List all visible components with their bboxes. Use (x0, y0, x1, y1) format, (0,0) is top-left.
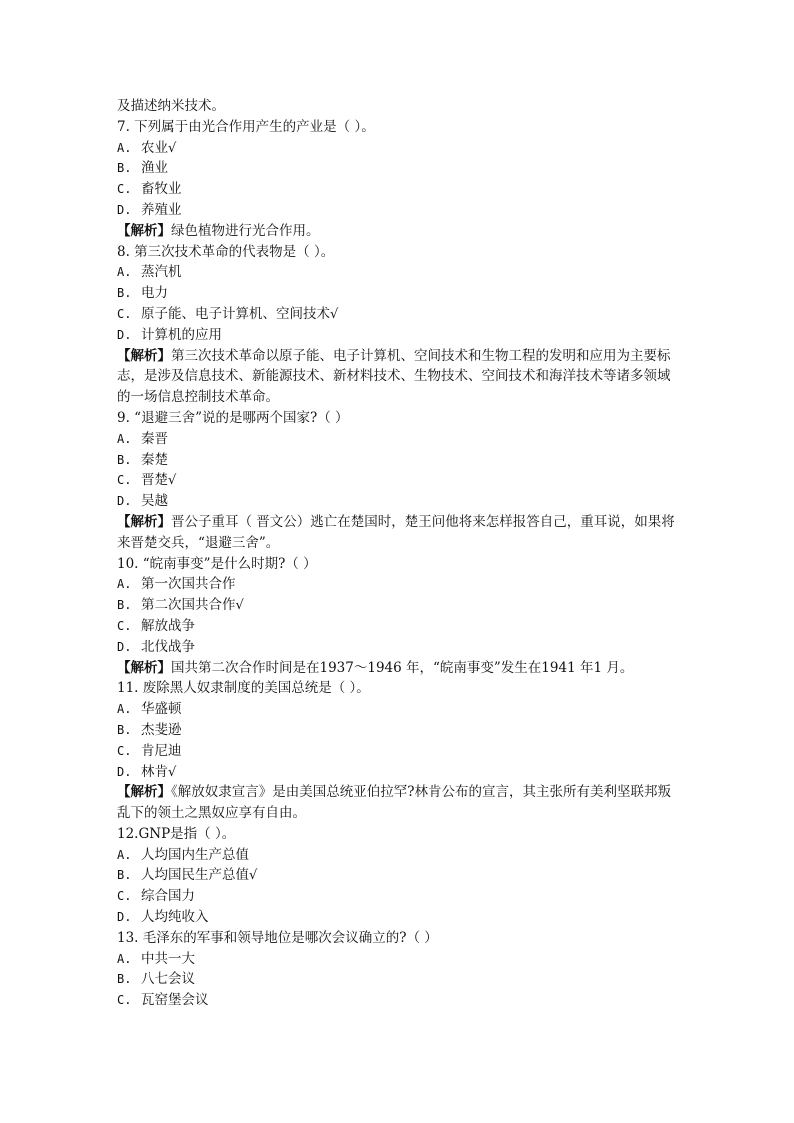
option-12b: B. 人均国民生产总值√ (117, 867, 258, 884)
question-7: 7. 下列属于由光合作用产生的产业是（ ）。 (117, 118, 375, 135)
option-9b: B. 秦楚 (117, 451, 168, 468)
explanation-11: 【解析】《解放奴隶宣言》是由美国总统亚伯拉罕?林肯公布的宣言，其主张所有美利坚联邦叛乱下的领土之黑奴应享有自由。 (117, 784, 671, 822)
check-mark-icon: √ (168, 473, 177, 489)
option-11a: A. 华盛顿 (117, 701, 182, 718)
explanation-8: 【解析】第三次技术革命以原子能、电子计算机、空间技术和生物工程的发明和应用为主要标志，是涉及信息技术、新能源技术、新材料技术、生物技术、空间技术和海洋技术等诸多领域的一场信息控制技术革命。 (117, 347, 671, 406)
option-8d: D. 计算机的应用 (117, 326, 222, 343)
option-13a: A. 中共一大 (117, 950, 195, 967)
explanation-9: 【解析】晋公子重耳（ 晋文公）逃亡在楚国时，楚王问他将来怎样报答自己，重耳说，如果将来晋楚交兵，“退避三舍”。 (117, 513, 675, 551)
question-11: 11. 废除黑人奴隶制度的美国总统是（ ）。 (117, 680, 370, 697)
option-10c: C. 解放战争 (117, 617, 195, 634)
check-mark-icon: √ (235, 598, 244, 614)
option-11c: C. 肯尼迪 (117, 742, 182, 759)
check-mark-icon: √ (168, 764, 177, 780)
option-11b: B. 杰斐逊 (117, 721, 182, 738)
option-7b: B. 渔业 (117, 160, 168, 177)
option-12a: A. 人均国内生产总值 (117, 846, 249, 863)
option-10a: A. 第一次国共合作 (117, 576, 236, 593)
check-mark-icon: √ (330, 306, 339, 322)
option-7d: D. 养殖业 (117, 201, 182, 218)
option-13b: B. 八七会议 (117, 971, 195, 988)
option-10d: D. 北伐战争 (117, 638, 195, 655)
question-9: 9. “退避三舍”说的是哪两个国家?（ ） (117, 409, 349, 426)
option-13c: C. 瓦窑堡会议 (117, 992, 209, 1009)
option-8b: B. 电力 (117, 285, 168, 302)
option-9c: C. 晋楚√ (117, 472, 177, 489)
question-8: 8. 第三次技术革命的代表物是（ ）。 (117, 243, 335, 260)
option-8c: C. 原子能、电子计算机、空间技术√ (117, 305, 339, 322)
document-page (117, 96, 679, 1011)
explanation-10: 【解析】国共第二次合作时间是在1937～1946 年，“皖南事变”发生在1941 年1 月。 (117, 659, 634, 676)
option-7a: A. 农业√ (117, 139, 177, 156)
question-10: 10. “皖南事变”是什么时期?（ ） (117, 555, 317, 572)
explanation-7: 【解析】绿色植物进行光合作用。 (117, 222, 320, 239)
question-12: 12.GNP是指（ ）。 (117, 825, 236, 842)
option-12d: D. 人均纯收入 (117, 909, 209, 926)
continued-text: 及描述纳米技术。 (117, 98, 225, 114)
option-11d: D. 林肯√ (117, 763, 177, 780)
option-9a: A. 秦晋 (117, 430, 168, 447)
option-8a: A. 蒸汽机 (117, 264, 182, 281)
option-7c: C. 畜牧业 (117, 181, 182, 198)
question-13: 13. 毛泽东的军事和领导地位是哪次会议确立的?（ ） (117, 929, 438, 946)
option-10b: B. 第二次国共合作√ (117, 597, 244, 614)
check-mark-icon: √ (249, 868, 258, 884)
option-12c: C. 综合国力 (117, 888, 195, 905)
check-mark-icon: √ (168, 140, 177, 156)
option-9d: D. 吴越 (117, 493, 168, 510)
